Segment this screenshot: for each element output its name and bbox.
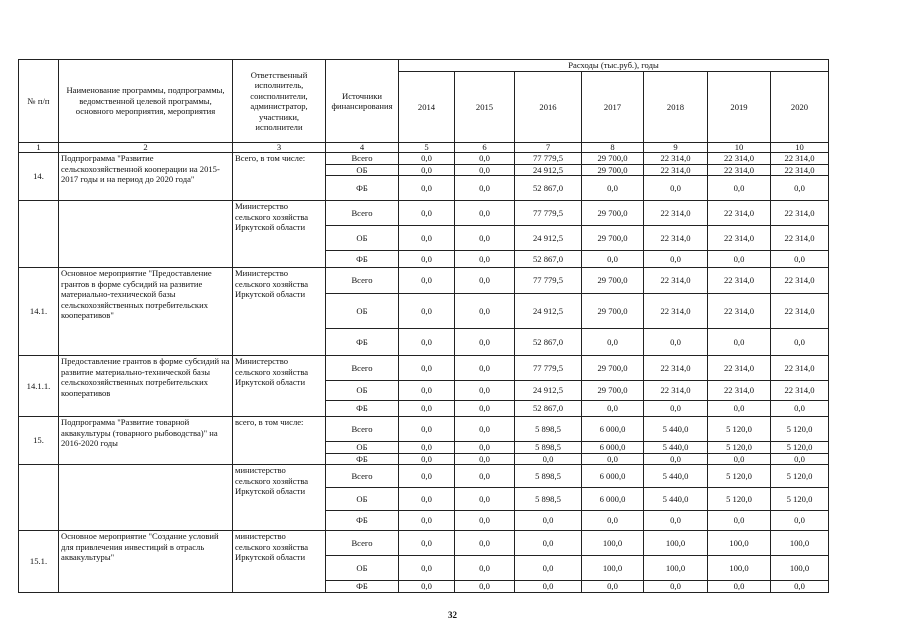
expense-value: 0,0 xyxy=(515,556,582,581)
expense-value: 5 120,0 xyxy=(771,442,829,454)
expense-value: 22 314,0 xyxy=(644,201,708,226)
expense-value: 0,0 xyxy=(455,442,515,454)
table-row xyxy=(19,356,829,381)
expense-value: 0,0 xyxy=(399,226,455,251)
expense-value: 0,0 xyxy=(455,153,515,165)
expense-value: 0,0 xyxy=(399,329,455,356)
expense-value: 0,0 xyxy=(455,465,515,488)
expense-value: 22 314,0 xyxy=(644,268,708,294)
expense-value: 52 867,0 xyxy=(515,401,582,417)
expense-value: 0,0 xyxy=(455,581,515,593)
expense-value: 22 314,0 xyxy=(771,226,829,251)
expense-value: 77 779,5 xyxy=(515,356,582,381)
funding-source: ФБ xyxy=(326,511,399,531)
expense-value: 29 700,0 xyxy=(582,294,644,329)
expense-value: 5 120,0 xyxy=(771,465,829,488)
program-name: Предоставление грантов в форме субсидий на развитие материально-технической базы сельскохозяйственных потребительских кооперативов xyxy=(59,356,233,417)
column-index: 8 xyxy=(582,143,644,153)
expense-value: 0,0 xyxy=(455,251,515,268)
program-name: Основное мероприятие "Создание условий для привлечения инвестиций в отрасль аквакультуры" xyxy=(59,531,233,593)
header-name: Наименование программы, подпрограммы, ведомственной целевой программы, основного мероприятия, мероприятия xyxy=(59,60,233,143)
expense-value: 0,0 xyxy=(455,488,515,511)
row-number xyxy=(19,465,59,531)
expense-value: 0,0 xyxy=(455,453,515,465)
expense-value: 22 314,0 xyxy=(708,268,771,294)
expense-value: 0,0 xyxy=(399,164,455,176)
funding-source: ФБ xyxy=(326,176,399,201)
expense-value: 0,0 xyxy=(644,581,708,593)
header-year: 2020 xyxy=(771,72,829,143)
expense-value: 22 314,0 xyxy=(771,268,829,294)
column-index: 10 xyxy=(708,143,771,153)
responsible-executor: всего, в том числе: xyxy=(233,417,326,465)
expense-value: 5 898,5 xyxy=(515,442,582,454)
expense-value: 22 314,0 xyxy=(771,164,829,176)
row-number: 14. xyxy=(19,153,59,201)
expense-value: 100,0 xyxy=(644,531,708,556)
header-year: 2017 xyxy=(582,72,644,143)
expense-value: 0,0 xyxy=(455,381,515,401)
header-year: 2016 xyxy=(515,72,582,143)
expense-value: 0,0 xyxy=(515,453,582,465)
expense-value: 5 440,0 xyxy=(644,465,708,488)
expense-value: 100,0 xyxy=(582,531,644,556)
table-row xyxy=(19,201,829,226)
table-row xyxy=(19,417,829,442)
expense-value: 6 000,0 xyxy=(582,465,644,488)
expense-value: 22 314,0 xyxy=(708,226,771,251)
expense-value: 29 700,0 xyxy=(582,356,644,381)
expense-value: 22 314,0 xyxy=(708,294,771,329)
expense-value: 0,0 xyxy=(644,401,708,417)
expense-value: 0,0 xyxy=(515,511,582,531)
expense-value: 100,0 xyxy=(771,556,829,581)
expense-value: 0,0 xyxy=(582,581,644,593)
expense-value: 0,0 xyxy=(455,164,515,176)
expense-value: 22 314,0 xyxy=(644,294,708,329)
expense-value: 24 912,5 xyxy=(515,164,582,176)
funding-source: Всего xyxy=(326,465,399,488)
column-index: 4 xyxy=(326,143,399,153)
expense-value: 22 314,0 xyxy=(771,294,829,329)
responsible-executor: Министерство сельского хозяйства Иркутской области xyxy=(233,356,326,417)
expense-value: 52 867,0 xyxy=(515,176,582,201)
row-number: 15. xyxy=(19,417,59,465)
expense-value: 0,0 xyxy=(455,226,515,251)
expense-value: 0,0 xyxy=(399,511,455,531)
expense-value: 0,0 xyxy=(399,417,455,442)
expense-value: 0,0 xyxy=(644,329,708,356)
expense-value: 0,0 xyxy=(582,453,644,465)
expense-value: 5 120,0 xyxy=(771,417,829,442)
expense-value: 0,0 xyxy=(708,511,771,531)
funding-source: ФБ xyxy=(326,453,399,465)
funding-source: ФБ xyxy=(326,581,399,593)
header-year: 2019 xyxy=(708,72,771,143)
expense-value: 22 314,0 xyxy=(708,153,771,165)
expense-value: 0,0 xyxy=(771,511,829,531)
expense-value: 0,0 xyxy=(399,176,455,201)
expense-value: 0,0 xyxy=(399,556,455,581)
expense-value: 29 700,0 xyxy=(582,201,644,226)
expense-value: 0,0 xyxy=(708,329,771,356)
responsible-executor: Министерство сельского хозяйства Иркутской области xyxy=(233,201,326,268)
expense-value: 0,0 xyxy=(399,465,455,488)
column-index: 1 xyxy=(19,143,59,153)
expense-value: 0,0 xyxy=(708,453,771,465)
header-expenses: Расходы (тыс.руб.), годы xyxy=(399,60,829,72)
expense-value: 0,0 xyxy=(399,531,455,556)
funding-source: Всего xyxy=(326,417,399,442)
expense-value: 22 314,0 xyxy=(708,356,771,381)
expense-value: 0,0 xyxy=(455,356,515,381)
program-name xyxy=(59,201,233,268)
expense-value: 0,0 xyxy=(644,453,708,465)
header-year: 2015 xyxy=(455,72,515,143)
expense-value: 100,0 xyxy=(771,531,829,556)
expense-value: 22 314,0 xyxy=(771,201,829,226)
expense-value: 0,0 xyxy=(399,153,455,165)
header-year: 2018 xyxy=(644,72,708,143)
funding-source: ФБ xyxy=(326,251,399,268)
responsible-executor: министерство сельского хозяйства Иркутской области xyxy=(233,465,326,531)
expense-value: 22 314,0 xyxy=(771,153,829,165)
expense-value: 0,0 xyxy=(399,401,455,417)
page-number: 32 xyxy=(448,610,457,620)
expense-value: 5 440,0 xyxy=(644,442,708,454)
program-name xyxy=(59,465,233,531)
expense-value: 6 000,0 xyxy=(582,488,644,511)
column-index: 3 xyxy=(233,143,326,153)
funding-source: ОБ xyxy=(326,226,399,251)
funding-source: ОБ xyxy=(326,381,399,401)
funding-source: ОБ xyxy=(326,556,399,581)
expense-value: 0,0 xyxy=(515,581,582,593)
expense-value: 52 867,0 xyxy=(515,329,582,356)
expense-value: 0,0 xyxy=(644,176,708,201)
expense-value: 22 314,0 xyxy=(644,164,708,176)
expense-value: 0,0 xyxy=(582,176,644,201)
expense-value: 5 440,0 xyxy=(644,488,708,511)
expense-value: 0,0 xyxy=(399,251,455,268)
expense-value: 0,0 xyxy=(399,442,455,454)
expense-value: 0,0 xyxy=(708,176,771,201)
expense-value: 29 700,0 xyxy=(582,164,644,176)
funding-source: ОБ xyxy=(326,294,399,329)
program-name: Подпрограмма "Развитие товарной аквакультуры (товарного рыбоводства)" на 2016-2020 годы xyxy=(59,417,233,465)
expense-value: 0,0 xyxy=(455,401,515,417)
column-index: 10 xyxy=(771,143,829,153)
expense-value: 0,0 xyxy=(399,381,455,401)
header-responsible: Ответственный исполнитель, соисполнители, администратор, участники, исполнители xyxy=(233,60,326,143)
funding-source: ОБ xyxy=(326,442,399,454)
expense-value: 52 867,0 xyxy=(515,251,582,268)
expense-value: 0,0 xyxy=(455,176,515,201)
header-year: 2014 xyxy=(399,72,455,143)
program-name: Подпрограмма "Развитие сельскохозяйственной кооперации на 2015-2017 годы и на период до 2020 года" xyxy=(59,153,233,201)
expense-value: 22 314,0 xyxy=(708,201,771,226)
column-index: 5 xyxy=(399,143,455,153)
expense-value: 77 779,5 xyxy=(515,268,582,294)
expense-value: 100,0 xyxy=(644,556,708,581)
expense-value: 0,0 xyxy=(708,251,771,268)
funding-source: ОБ xyxy=(326,164,399,176)
expense-value: 0,0 xyxy=(771,329,829,356)
responsible-executor: министерство сельского хозяйства Иркутской области xyxy=(233,531,326,593)
expense-value: 29 700,0 xyxy=(582,226,644,251)
expense-value: 77 779,5 xyxy=(515,201,582,226)
expense-value: 0,0 xyxy=(582,511,644,531)
expense-value: 5 120,0 xyxy=(771,488,829,511)
row-number xyxy=(19,201,59,268)
column-index: 9 xyxy=(644,143,708,153)
table-body xyxy=(19,153,829,593)
expense-value: 0,0 xyxy=(644,251,708,268)
budget-table xyxy=(18,59,829,593)
expense-value: 24 912,5 xyxy=(515,381,582,401)
funding-source: ФБ xyxy=(326,329,399,356)
expense-value: 0,0 xyxy=(771,453,829,465)
expense-value: 5 120,0 xyxy=(708,417,771,442)
expense-value: 29 700,0 xyxy=(582,381,644,401)
expense-value: 0,0 xyxy=(455,417,515,442)
expense-value: 0,0 xyxy=(455,294,515,329)
expense-value: 0,0 xyxy=(399,488,455,511)
row-number: 14.1. xyxy=(19,268,59,356)
expense-value: 77 779,5 xyxy=(515,153,582,165)
expense-value: 0,0 xyxy=(644,511,708,531)
header-number: № п/п xyxy=(19,60,59,143)
funding-source: Всего xyxy=(326,356,399,381)
expense-value: 22 314,0 xyxy=(644,226,708,251)
expense-value: 5 898,5 xyxy=(515,488,582,511)
expense-value: 24 912,5 xyxy=(515,294,582,329)
expense-value: 0,0 xyxy=(515,531,582,556)
expense-value: 5 120,0 xyxy=(708,442,771,454)
table-header xyxy=(19,60,829,153)
expense-value: 0,0 xyxy=(455,556,515,581)
budget-table-page xyxy=(18,59,829,593)
funding-source: ОБ xyxy=(326,488,399,511)
expense-value: 0,0 xyxy=(771,401,829,417)
table-row xyxy=(19,153,829,165)
expense-value: 0,0 xyxy=(455,531,515,556)
expense-value: 0,0 xyxy=(399,356,455,381)
funding-source: Всего xyxy=(326,531,399,556)
expense-value: 6 000,0 xyxy=(582,442,644,454)
expense-value: 0,0 xyxy=(582,401,644,417)
expense-value: 0,0 xyxy=(399,268,455,294)
expense-value: 5 898,5 xyxy=(515,417,582,442)
expense-value: 29 700,0 xyxy=(582,268,644,294)
expense-value: 0,0 xyxy=(455,329,515,356)
table-row xyxy=(19,268,829,294)
header-source: Источники финансирования xyxy=(326,60,399,143)
expense-value: 0,0 xyxy=(582,251,644,268)
row-number: 15.1. xyxy=(19,531,59,593)
expense-value: 0,0 xyxy=(708,581,771,593)
expense-value: 0,0 xyxy=(455,268,515,294)
expense-value: 22 314,0 xyxy=(644,153,708,165)
funding-source: Всего xyxy=(326,268,399,294)
expense-value: 24 912,5 xyxy=(515,226,582,251)
expense-value: 0,0 xyxy=(771,176,829,201)
responsible-executor: Всего, в том числе: xyxy=(233,153,326,201)
expense-value: 5 898,5 xyxy=(515,465,582,488)
expense-value: 0,0 xyxy=(399,581,455,593)
expense-value: 5 120,0 xyxy=(708,465,771,488)
expense-value: 0,0 xyxy=(399,201,455,226)
expense-value: 5 120,0 xyxy=(708,488,771,511)
row-number: 14.1.1. xyxy=(19,356,59,417)
expense-value: 0,0 xyxy=(455,511,515,531)
expense-value: 22 314,0 xyxy=(771,381,829,401)
expense-value: 22 314,0 xyxy=(708,164,771,176)
funding-source: ФБ xyxy=(326,401,399,417)
funding-source: Всего xyxy=(326,153,399,165)
expense-value: 0,0 xyxy=(582,329,644,356)
table-row xyxy=(19,465,829,488)
funding-source: Всего xyxy=(326,201,399,226)
responsible-executor: Министерство сельского хозяйства Иркутской области xyxy=(233,268,326,356)
expense-value: 0,0 xyxy=(771,251,829,268)
column-index: 2 xyxy=(59,143,233,153)
expense-value: 100,0 xyxy=(582,556,644,581)
column-index: 7 xyxy=(515,143,582,153)
expense-value: 100,0 xyxy=(708,556,771,581)
expense-value: 6 000,0 xyxy=(582,417,644,442)
table-row xyxy=(19,531,829,556)
expense-value: 100,0 xyxy=(708,531,771,556)
expense-value: 22 314,0 xyxy=(771,356,829,381)
column-index-row xyxy=(19,143,829,153)
expense-value: 0,0 xyxy=(399,294,455,329)
expense-value: 22 314,0 xyxy=(708,381,771,401)
expense-value: 22 314,0 xyxy=(644,356,708,381)
expense-value: 5 440,0 xyxy=(644,417,708,442)
expense-value: 29 700,0 xyxy=(582,153,644,165)
expense-value: 22 314,0 xyxy=(644,381,708,401)
expense-value: 0,0 xyxy=(771,581,829,593)
expense-value: 0,0 xyxy=(455,201,515,226)
program-name: Основное мероприятие "Предоставление грантов в форме субсидий на развитие материально-технической базы сельскохозяйственных потребительских кооперативов" xyxy=(59,268,233,356)
column-index: 6 xyxy=(455,143,515,153)
expense-value: 0,0 xyxy=(399,453,455,465)
expense-value: 0,0 xyxy=(708,401,771,417)
